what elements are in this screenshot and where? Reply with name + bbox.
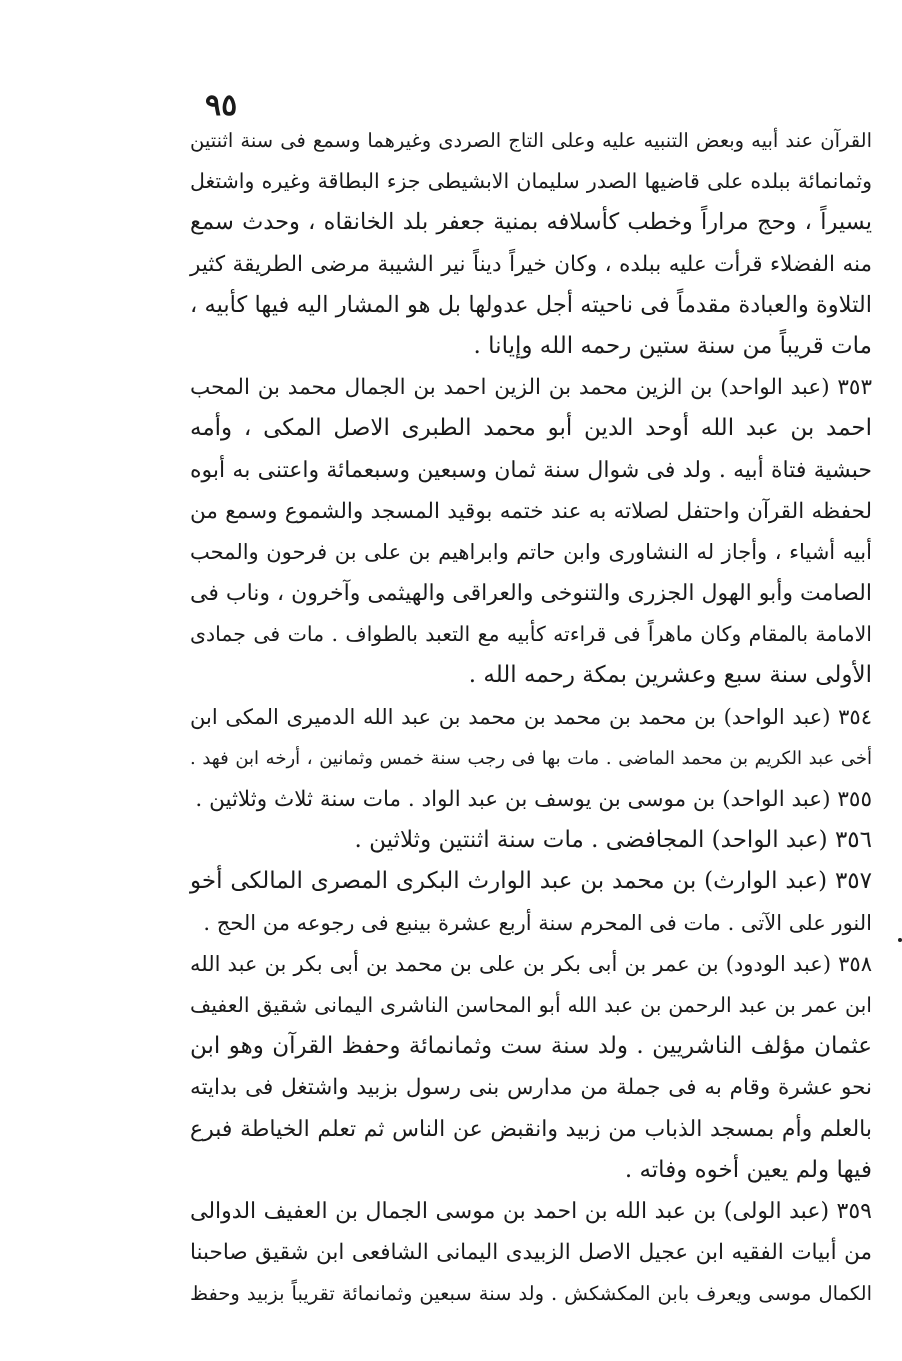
- body-text: [190, 120, 872, 1314]
- text-line: ابن عمر بن عبد الرحمن بن عبد الله أبو المحاسن الناشرى اليمانى شقيق العفيف: [190, 992, 872, 1017]
- text-line: فيها ولم يعين أخوه وفاته .: [624, 1156, 872, 1183]
- text-line: النور على الآتى . مات فى المحرم سنة أربع عشرة بينبع فى رجوعه من الحج .: [203, 910, 872, 935]
- text-line: احمد بن عبد الله أوحد الدين أبو محمد الطبرى الاصل المكى ، وأمه: [190, 415, 872, 442]
- text-line: عثمان مؤلف الناشريين . ولد سنة ست وثمانمائة وحفظ القرآن وهو ابن: [190, 1033, 872, 1060]
- text-line: القرآن عند أبيه وبعض التنبيه عليه وعلى التاج الصردى وغيرهما وسمع فى سنة اثنتين: [190, 129, 872, 152]
- text-line: ٣٥٥ (عبد الواحد) بن موسى بن يوسف بن عبد الواد . مات سنة ثلاث وثلاثين .: [195, 787, 872, 812]
- text-line: الامامة بالمقام وكان ماهراً فى قراءته كأبيه مع التعبد بالطواف . مات فى جمادى: [190, 622, 872, 647]
- text-line: ٣٥٩ (عبد الولى) بن عبد الله بن احمد بن موسى الجمال بن العفيف الدوالى: [190, 1198, 872, 1224]
- text-line: نحو عشرة وقام به فى جملة من مدارس بنى رسول بزبيد واشتغل فى بدايته: [190, 1075, 872, 1101]
- text-line: ٣٥٨ (عبد الودود) بن عمر بن أبى بكر بن على بن محمد بن أبى بكر بن عبد الله: [190, 951, 872, 976]
- text-line: لحفظه القرآن واحتفل لصلاته به عند ختمه بوقيد المسجد والشموع وسمع من: [190, 498, 872, 524]
- page-number: ٩٥: [205, 88, 238, 123]
- text-line: بالعلم وأم بمسجد الذباب من زبيد وانقبض عن الناس ثم تعلم الخياطة فبرع: [190, 1116, 872, 1142]
- text-line: حبشية فتاة أبيه . ولد فى شوال سنة ثمان وسبعين وسبعمائة واعتنى به أبوه: [190, 457, 872, 483]
- text-line: الأولى سنة سبع وعشرين بمكة رحمه الله .: [468, 662, 872, 689]
- text-line: يسيراً ، وحج مراراً وخطب كأسلافه بمنية جعفر بلد الخانقاه ، وحدث سمع: [190, 209, 872, 236]
- text-line: الصامت وأبو الهول الجزرى والتنوخى والعراقى والهيثمى وآخرون ، وناب فى: [190, 581, 872, 607]
- text-line: ٣٥٣ (عبد الواحد) بن الزين محمد بن الزين احمد بن الجمال محمد بن المحب: [190, 375, 872, 401]
- text-line: ٣٥٦ (عبد الواحد) المجافضى . مات سنة اثنتين وثلاثين .: [354, 827, 872, 854]
- text-line: منه الفضلاء قرأت عليه ببلده ، وكان خيراً ديناً نير الشيبة مرضى الطريقة كثير: [190, 251, 872, 277]
- text-line: الكمال موسى ويعرف بابن المكشكش . ولد سنة سبعين وثمانمائة تقريباً بزبيد وحفظ: [190, 1282, 872, 1306]
- text-line: من أبيات الفقيه ابن عجيل الاصل الزبيدى اليمانى الشافعى ابن شقيق صاحبنا: [190, 1240, 872, 1266]
- text-line: التلاوة والعبادة مقدماً فى ناحيته أجل عدولها بل هو المشار اليه فيها كأبيه ،: [190, 291, 872, 318]
- text-line: أخى عبد الكريم بن محمد الماضى . مات بها فى رجب سنة خمس وثمانين ، أرخه ابن فهد .: [190, 747, 872, 769]
- text-line: مات قريباً من سنة ستين رحمه الله وإيانا .: [473, 332, 872, 359]
- text-line: وثمانمائة ببلده على قاضيها الصدر سليمان الابشيطى جزء البطاقة وغيره واشتغل: [190, 169, 872, 194]
- text-line: أبيه أشياء ، وأجاز له النشاورى وابن حاتم وابراهيم بن على بن فرحون والمحب: [190, 539, 872, 564]
- text-line: ٣٥٤ (عبد الواحد) بن محمد بن محمد بن محمد بن عبد الله الدميرى المكى ابن: [190, 704, 872, 729]
- margin-mark: [898, 938, 902, 942]
- text-line: ٣٥٧ (عبد الوارث) بن محمد بن عبد الوارث البكرى المصرى المالكى أخو: [190, 868, 872, 895]
